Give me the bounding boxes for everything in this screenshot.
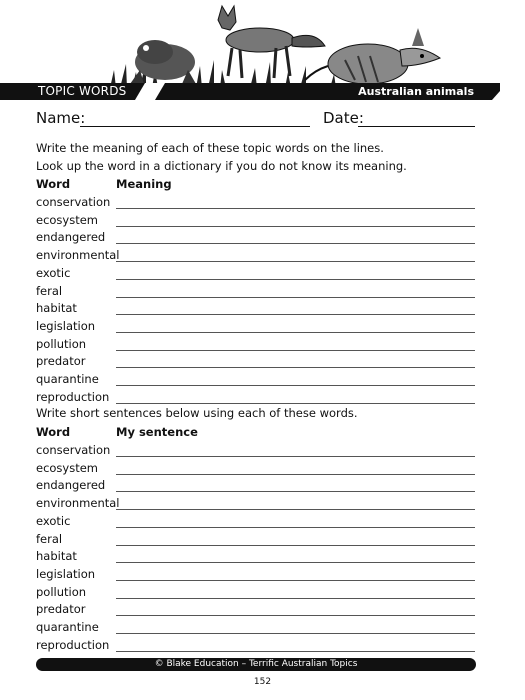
meaning-row (0, 283, 525, 301)
meaning-row (0, 247, 525, 265)
topic-word: quarantine (36, 372, 99, 386)
topic-word: ecosystem (36, 460, 99, 475)
topic-word: environmental (36, 496, 120, 511)
bilby-icon (305, 28, 440, 84)
topic-word: habitat (36, 301, 77, 316)
column-header-word-2: Word (36, 425, 71, 439)
topic-word: predator (36, 354, 86, 369)
answer-line[interactable] (116, 456, 475, 457)
answer-line[interactable] (116, 580, 475, 581)
answer-line[interactable] (116, 403, 475, 404)
toad-icon (130, 40, 196, 84)
topic-word: exotic (36, 513, 71, 528)
topic-word: pollution (36, 584, 87, 599)
meaning-row (0, 353, 525, 371)
topic-word: quarantine (36, 620, 99, 634)
topic-word: endangered (36, 478, 106, 493)
topic-word: habitat (36, 549, 77, 564)
topic-word: legislation (36, 318, 96, 333)
meaning-row (0, 194, 525, 212)
answer-line[interactable] (116, 527, 475, 528)
answer-line[interactable] (116, 598, 475, 599)
banner-title: TOPIC WORDS (38, 84, 127, 98)
answer-line[interactable] (116, 350, 475, 351)
topic-word: pollution (36, 336, 87, 351)
answer-line[interactable] (116, 633, 475, 634)
instruction-text-3: Write short sentences below using each of these words. (36, 406, 358, 420)
answer-line[interactable] (116, 243, 475, 244)
topic-word: conservation (36, 195, 111, 209)
topic-word: reproduction (36, 637, 110, 652)
footer-credit: © Blake Education – Terrific Australian Topics (36, 658, 476, 671)
meaning-row (0, 300, 525, 318)
answer-line[interactable] (116, 615, 475, 616)
sentence-row (0, 566, 525, 584)
topic-word: ecosystem (36, 212, 99, 227)
topic-word: legislation (36, 566, 96, 581)
answer-line[interactable] (116, 332, 475, 333)
name-field[interactable] (80, 126, 310, 127)
meaning-row (0, 229, 525, 247)
answer-line[interactable] (116, 261, 475, 262)
topic-word: exotic (36, 265, 71, 280)
sentence-row (0, 495, 525, 513)
sentence-row (0, 531, 525, 549)
instruction-text-2: Look up the word in a dictionary if you do not know its meaning. (36, 159, 407, 173)
sentence-row (0, 619, 525, 637)
date-label: Date: (323, 109, 364, 127)
topic-word: feral (36, 283, 63, 298)
answer-line[interactable] (116, 314, 475, 315)
topic-banner (0, 83, 500, 100)
meaning-row (0, 336, 525, 354)
column-header-meaning: Meaning (116, 177, 172, 191)
sentence-row (0, 477, 525, 495)
answer-line[interactable] (116, 385, 475, 386)
sentence-row (0, 637, 525, 655)
instruction-text-1: Write the meaning of each of these topic words on the lines. (36, 141, 384, 155)
answer-line[interactable] (116, 279, 475, 280)
answer-line[interactable] (116, 297, 475, 298)
sentence-row (0, 584, 525, 602)
answer-line[interactable] (116, 367, 475, 368)
answer-line[interactable] (116, 509, 475, 510)
answer-line[interactable] (116, 545, 475, 546)
column-header-sentence: My sentence (116, 425, 198, 439)
answer-line[interactable] (116, 562, 475, 563)
sentence-row (0, 460, 525, 478)
meaning-row (0, 389, 525, 407)
meaning-row (0, 265, 525, 283)
answer-line[interactable] (116, 208, 475, 209)
topic-word: environmental (36, 248, 120, 263)
topic-word: conservation (36, 443, 111, 457)
sentence-row (0, 548, 525, 566)
topic-word: endangered (36, 230, 106, 245)
date-field[interactable] (358, 126, 475, 127)
column-header-word: Word (36, 177, 71, 191)
answer-line[interactable] (116, 226, 475, 227)
answer-line[interactable] (116, 651, 475, 652)
fox-icon (218, 6, 325, 78)
page-number: 152 (253, 677, 272, 687)
answer-line[interactable] (116, 491, 475, 492)
banner-topic: Australian animals (358, 85, 474, 98)
sentence-row (0, 513, 525, 531)
name-label: Name: (36, 109, 86, 127)
topic-word: feral (36, 531, 63, 546)
meaning-row (0, 318, 525, 336)
sentence-row (0, 442, 525, 460)
meaning-row (0, 212, 525, 230)
meaning-row (0, 371, 525, 389)
topic-word: predator (36, 602, 86, 617)
answer-line[interactable] (116, 474, 475, 475)
animals-illustration (100, 0, 525, 92)
topic-word: reproduction (36, 389, 110, 404)
sentence-row (0, 601, 525, 619)
